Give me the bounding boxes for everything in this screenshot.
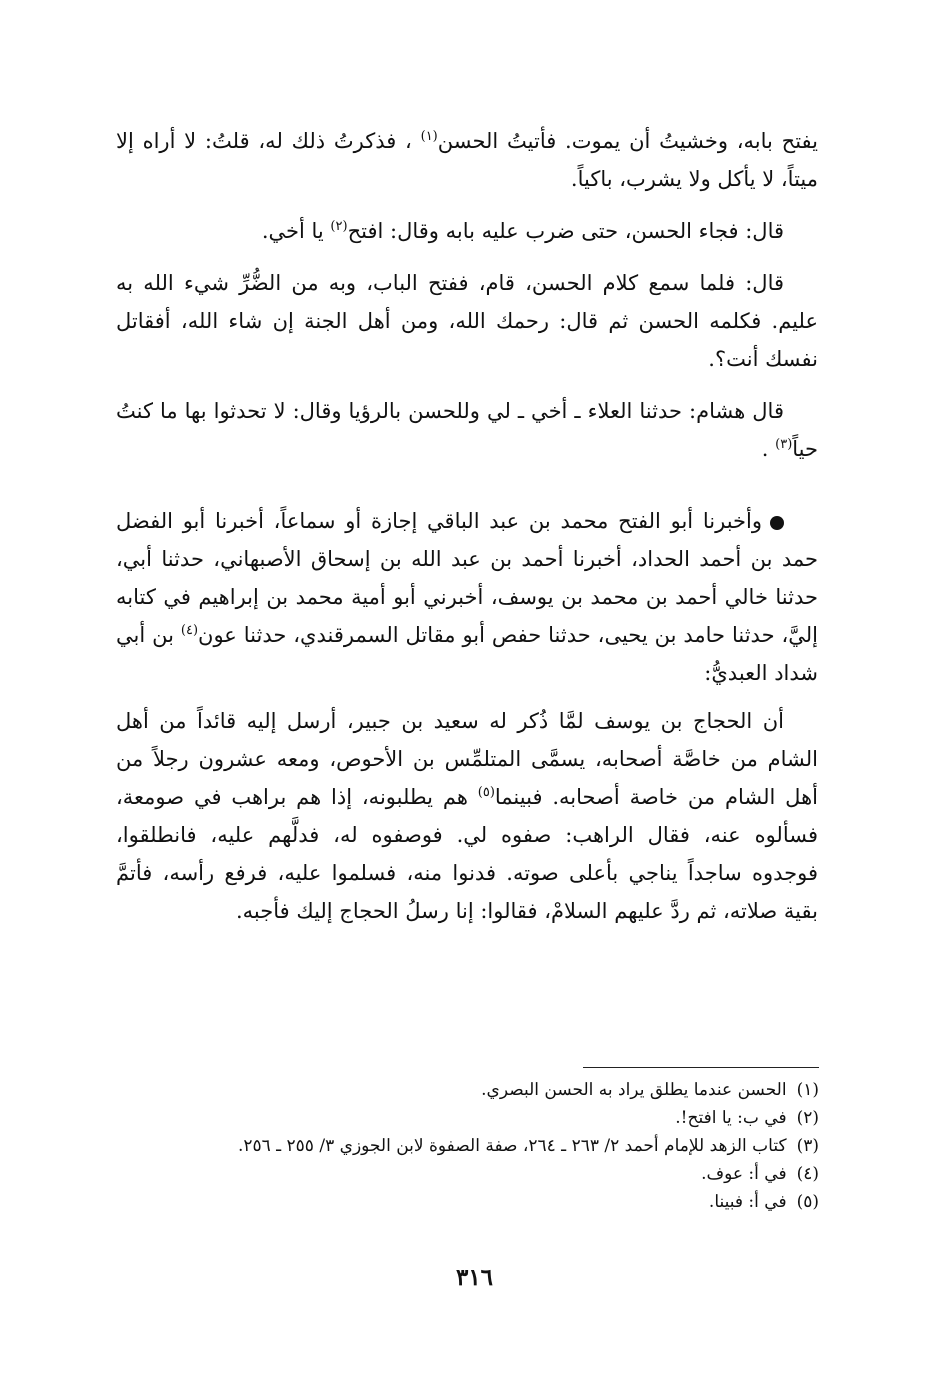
paragraph-text: يا أخي. [261,219,331,243]
paragraph-2 [116,212,818,250]
footnote-2 [100,1104,819,1132]
footnote-text: في ب: يا افتح!. [675,1108,787,1128]
paragraph-text: يفتح بابه، وخشيتُ أن يموت. فأتيتُ الحسن [437,129,819,153]
footnote-ref: (٣) [775,437,793,452]
footnote-4 [100,1160,819,1188]
paragraph-text: ، فذكرتُ ذلك له، قلتُ: لا أراه إلا ميتاً، لا يأكل ولا يشرب، باكياً. [116,129,818,191]
paragraph-text: أن الحجاج بن يوسف لمَّا ذُكر له سعيد بن جبير، أرسل إليه قائداً من أهل الشام من خاصَّة أصحابه، يسمَّى المتلمِّس بن الأحوص، ومعه عشرون رجلاً من أهل الشام من خاصة أصحابه. فبينما [116,709,818,809]
footnote-number: (٢) [796,1108,819,1128]
footnote-ref: (٤) [180,623,199,638]
paragraph-text: . [761,437,776,461]
footnote-number: (٤) [796,1164,819,1184]
footnote-5 [100,1188,819,1216]
paragraph-text: قال: فلما سمع كلام الحسن، قام، ففتح الباب، وبه من الضُّرِّ شيء الله به عليم. فكلمه الحسن ثم قال: رحمك الله، ومن أهل الجنة إن شاء الله، أفقاتل نفسك أنت؟. [116,271,818,371]
footnote-text: في أ: فبينا. [708,1192,787,1212]
footnote-divider [583,1067,819,1068]
footnotes [100,1076,819,1216]
footnote-ref: (٥) [477,785,495,800]
paragraph-text: بن أبي شداد العبديُّ: [116,623,818,685]
footnote-3 [100,1132,819,1160]
footnote-number: (٥) [796,1192,819,1212]
footnote-text: كتاب الزهد للإمام أحمد ٢/ ٢٦٣ ـ ٢٦٤، صفة الصفوة لابن الجوزي ٣/ ٢٥٥ ـ ٢٥٦. [237,1136,787,1156]
paragraph-3 [116,264,818,378]
paragraph-6 [116,702,818,930]
footnote-1 [100,1076,819,1104]
paragraph-text: وأخبرنا أبو الفتح محمد بن عبد الباقي إجازة أو سماعاً، أخبرنا أبو الفضل حمد بن أحمد الحداد، أخبرنا أحمد بن عبد الله بن إسحاق الأصبهاني، حدثنا أبي، حدثنا خالي أحمد بن محمد بن يوسف، أخبرني أبو أمية محمد بن إبراهيم في كتابه إليَّ، حدثنا حامد بن يحيى، حدثنا حفص أبو مقاتل السمرقندي، حدثنا عون [116,509,818,647]
page-number: ٣١٦ [455,1264,494,1291]
paragraph-text: هم يطلبونه، إذا هم براهب في صومعة، فسألوه عنه، فقال الراهب: صفوه لي. فوصفوه له، فدلَّهم عليه، فانطلقوا، فوجدوه ساجداً يناجي بأعلى صوته. فدنوا منه، فسلموا عليه، فرفع رأسه، فأتمَّ بقية صلاته، ثم ردَّ عليهم السلامْ، فقالوا: إنا رسلُ الحجاج إليك فأجبه. [116,785,818,923]
paragraph-1 [116,122,818,198]
paragraph-4 [116,392,818,468]
paragraph-5 [116,502,818,692]
bullet-icon [770,516,784,530]
main-text [116,122,818,944]
paragraph-text: قال: فجاء الحسن، حتى ضرب عليه بابه وقال: افتح [347,219,784,243]
footnote-ref: (١) [420,129,438,144]
footnote-number: (١) [796,1080,819,1100]
footnote-text: في أ: عوف. [701,1164,787,1184]
footnote-ref: (٢) [330,219,348,234]
paragraph-text: قال هشام: حدثنا العلاء ـ أخي ـ لي وللحسن بالرؤيا وقال: لا تحدثوا بها ما كنتُ حياً [116,399,818,461]
footnote-text: الحسن عندما يطلق يراد به الحسن البصري. [481,1080,787,1100]
footnote-number: (٣) [796,1136,819,1156]
